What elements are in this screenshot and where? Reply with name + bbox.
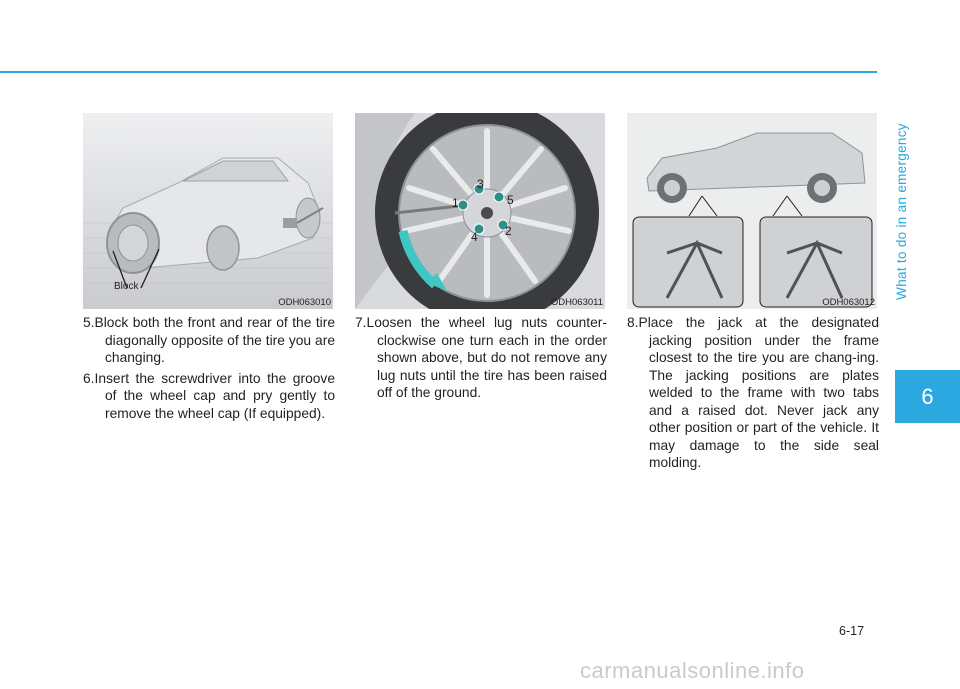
section-title: What to do in an emergency (893, 122, 909, 300)
nut-label-2: 2 (505, 224, 512, 238)
step-6 (83, 370, 335, 423)
step-7 (355, 314, 607, 402)
step-number: 6. (83, 370, 95, 386)
step-text: Insert the screwdriver into the groove of the wheel cap and pry gently to remove the wheel cap (If equipped). (94, 370, 335, 421)
column-middle (355, 314, 607, 405)
step-text: Block both the front and rear of the tire diagonally opposite of the tire you are changing. (94, 315, 335, 365)
wheel-illustration (355, 113, 605, 309)
column-left (83, 314, 335, 425)
column-right (627, 314, 879, 475)
figure-code: ODH063012 (822, 297, 875, 308)
nut-label-3: 3 (477, 177, 484, 191)
header-rule (0, 71, 877, 73)
nut-label-5: 5 (507, 193, 514, 207)
figure-jack-positions (627, 113, 877, 309)
figure-lug-nuts (355, 113, 605, 309)
step-8 (627, 314, 879, 472)
step-text: Place the jack at the designated jacking position under the frame closest to the tire you are chang-ing. The jacking positions are plates welded to the frame with two tabs and a raised dot. Never jack any other position or part of the vehicle. It may damage to the side seal molding. (638, 315, 879, 470)
figure-code: ODH063011 (550, 297, 603, 308)
step-text: Loosen the wheel lug nuts counter-clockwise one turn each in the order shown above, but do not remove any lug nuts until the tire has been raised off of the ground. (366, 315, 607, 400)
nut-label-4: 4 (471, 230, 478, 244)
figure-block-wheels (83, 113, 333, 309)
page-number: 6-17 (839, 624, 865, 638)
nut-label-1: 1 (452, 196, 459, 210)
figure-code: ODH063010 (278, 297, 331, 308)
step-number: 7. (355, 315, 367, 330)
step-number: 5. (83, 315, 95, 330)
step-5 (83, 314, 335, 367)
jack-illustration (627, 113, 877, 309)
step-number: 8. (627, 315, 639, 330)
block-callout: Block (114, 281, 139, 292)
chapter-tab[interactable] (895, 370, 960, 423)
car-block-illustration (83, 113, 333, 309)
watermark: carmanualsonline.info (580, 658, 805, 683)
chapter-number: 6 (921, 383, 934, 409)
